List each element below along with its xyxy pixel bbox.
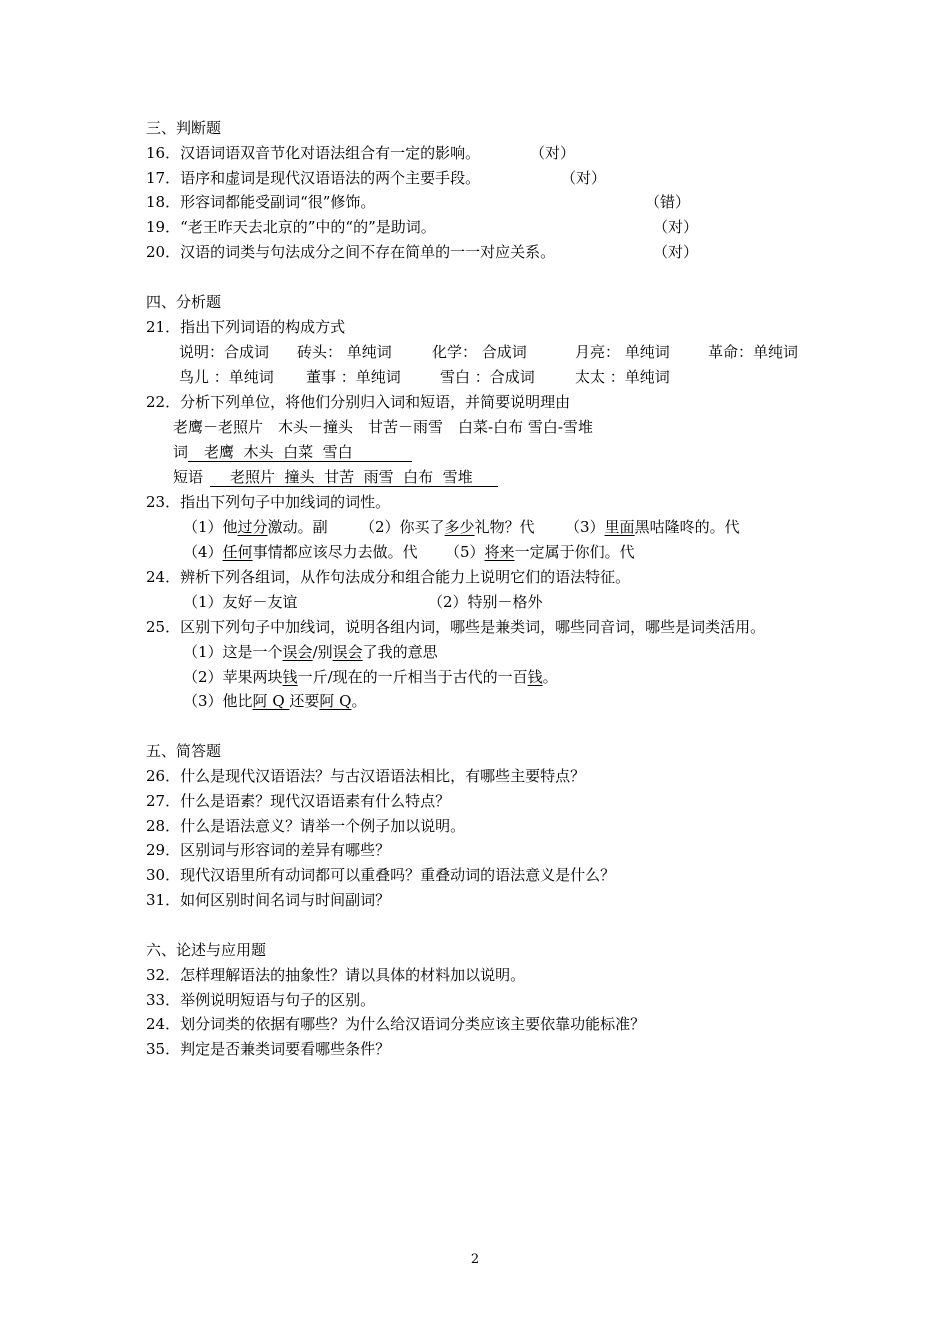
question-30: 30．现代汉语里所有动词都可以重叠吗？重叠动词的语法意义是什么？ (146, 866, 616, 884)
section-heading-judgement: 三、判断题 (146, 119, 222, 137)
q21-item-4: 月亮： 单纯词 (575, 343, 670, 361)
question-28: 28．什么是语法意义？请举一个例子加以说明。 (146, 817, 466, 835)
q22-units: 老鹰－老照片 木头－撞头 甘苦－雨雪 白菜-白布 雪白-雪堆 (173, 418, 593, 436)
question-29: 29．区别词与形容词的差异有哪些？ (146, 841, 391, 859)
q25-sentence-2: （2）苹果两块钱一斤/现在的一斤相当于古代的一百钱。 (183, 668, 558, 686)
answer-16: （对） (530, 144, 576, 162)
question-20: 20．汉语的词类与句法成分之间不存在简单的一一对应关系。 (146, 243, 556, 261)
question-24b: 24．划分词类的依据有哪些？为什么给汉语词分类应该主要依靠功能标准？ (146, 1015, 646, 1033)
question-16: 16．汉语词语双音节化对语法组合有一定的影响。 (146, 144, 481, 162)
q22-word-label: 词 (173, 443, 189, 461)
answer-17: （对） (561, 169, 607, 187)
section-heading-short-answer: 五、简答题 (146, 742, 222, 760)
question-26: 26．什么是现代汉语语法？与古汉语语法相比，有哪些主要特点？ (146, 767, 586, 785)
question-33: 33．举例说明短语与句子的区别。 (146, 991, 376, 1009)
q21-item-1: 说明：合成词 (179, 343, 270, 361)
question-27: 27．什么是语素？现代汉语语素有什么特点？ (146, 792, 451, 810)
answer-20: （对） (653, 243, 699, 261)
q22-word-answer: 老鹰 木头 白菜 雪白 (204, 443, 353, 461)
question-31: 31．如何区别时间名词与时间副词？ (146, 891, 391, 909)
question-19: 19．“老王昨天去北京的”中的“的”是助词。 (146, 218, 436, 236)
section-heading-analysis: 四、分析题 (146, 293, 222, 311)
q22-phrase-label: 短语 (173, 468, 204, 486)
q24-group-2: （2）特别－格外 (428, 593, 543, 611)
answer-18: （错） (645, 193, 691, 211)
question-32: 32．怎样理解语法的抽象性？请以具体的材料加以说明。 (146, 966, 526, 984)
q23-sentence-2: （2）你买了多少礼物？代 (360, 518, 535, 536)
question-35: 35．判定是否兼类词要看哪些条件？ (146, 1040, 391, 1058)
q21-item-6: 鸟儿 ：单纯词 (179, 368, 274, 386)
question-23-title: 23．指出下列句子中加线词的词性。 (146, 493, 391, 511)
q21-item-2: 砖头： 单纯词 (297, 343, 392, 361)
q23-sentence-3: （3）里面黑咕隆咚的。代 (565, 518, 740, 536)
q25-sentence-1: （1）这是一个误会/别误会了我的意思 (183, 643, 438, 661)
q24-group-1: （1）友好－友谊 (183, 593, 298, 611)
question-22-title: 22．分析下列单位，将他们分别归入词和短语，并简要说明理由 (146, 393, 571, 411)
question-25-title: 25．区别下列句子中加线词，说明各组内词，哪些是兼类词，哪些同音词，哪些是词类活用。 (146, 618, 766, 636)
q23-sentence-1: （1）他过分激动。副 (183, 518, 328, 536)
q21-item-5: 革命：单纯词 (708, 343, 799, 361)
answer-19: （对） (653, 218, 699, 236)
question-18: 18．形容词都能受副词“很”修饰。 (146, 193, 376, 211)
q25-sentence-3: （3）他比阿 Q 还要阿 Q。 (183, 692, 367, 710)
q23-sentence-5: （5）将来一定属于你们。代 (445, 543, 635, 561)
q21-item-3: 化学： 合成词 (432, 343, 527, 361)
q22-word-answer-line (188, 461, 412, 462)
q21-item-9: 太太 ：单纯词 (575, 368, 670, 386)
section-heading-essay: 六、论述与应用题 (146, 941, 267, 959)
q22-phrase-answer: 老照片 撞头 甘苦 雨雪 白布 雪堆 (230, 468, 473, 486)
q23-sentence-4: （4）任何事情都应该尽力去做。代 (183, 543, 418, 561)
question-17: 17．语序和虚词是现代汉语语法的两个主要手段。 (146, 169, 481, 187)
page-number: 2 (470, 1252, 480, 1267)
q21-item-8: 雪白 ：合成词 (440, 368, 535, 386)
question-24-title: 24．辨析下列各组词，从作句法成分和组合能力上说明它们的语法特征。 (146, 568, 631, 586)
q21-item-7: 董事 ：单纯词 (306, 368, 401, 386)
question-21-title: 21．指出下列词语的构成方式 (146, 318, 346, 336)
q22-phrase-answer-line (210, 486, 498, 487)
